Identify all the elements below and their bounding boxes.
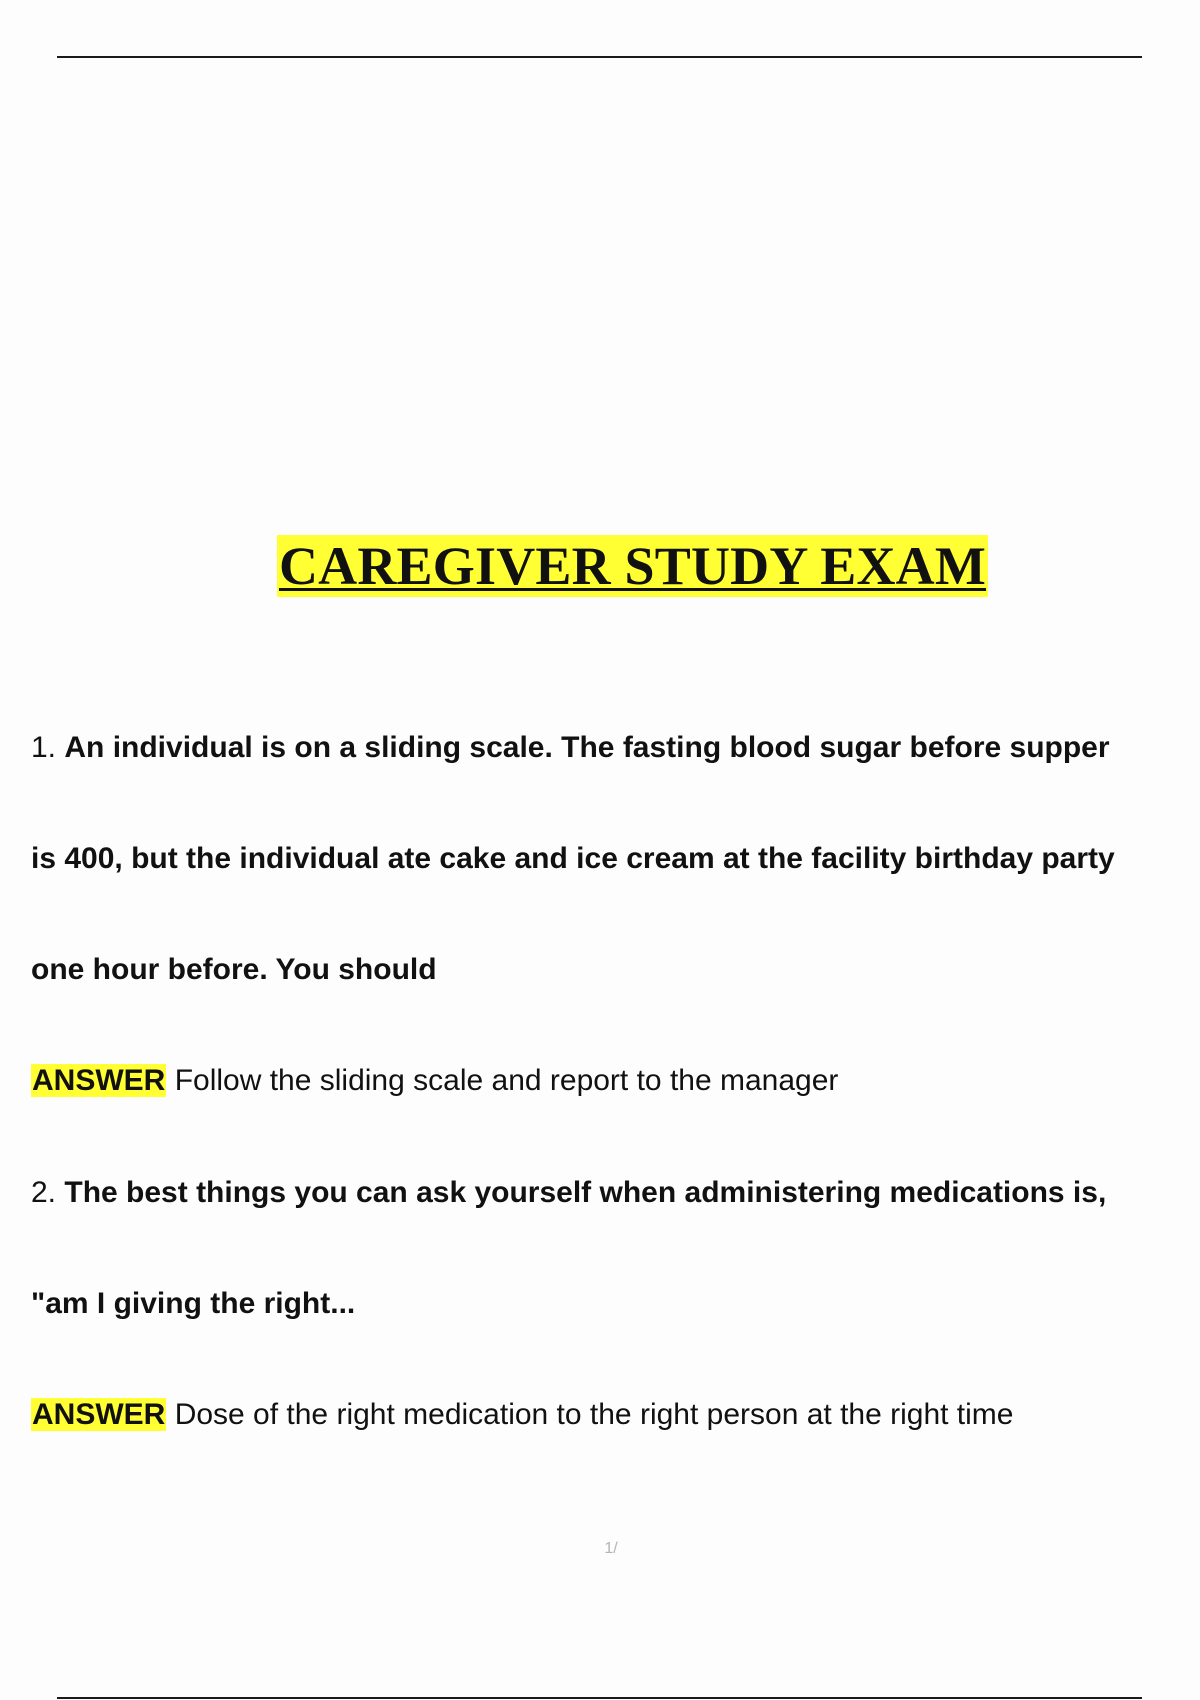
top-divider [57,56,1142,58]
question-1-line-3 [31,952,437,988]
answer-2-text: Dose of the right medication to the right person at the right time [174,1398,1014,1431]
question-1-number: 1. [31,731,57,764]
answer-1-label: ANSWER [32,1064,166,1097]
bottom-divider [57,1697,1142,1699]
question-2-text-line-1: The best things you can ask yourself when administering medications is, [64,1176,1107,1209]
question-2-line-1 [31,1175,1106,1211]
answer-1 [31,1063,838,1099]
question-1-text-line-1: An individual is on a sliding scale. The fasting blood sugar before supper [64,731,1110,764]
question-1-line-2 [31,841,1115,877]
answer-2-label: ANSWER [32,1398,166,1431]
document-title: CAREGIVER STUDY EXAM [278,536,987,596]
title-container [0,535,1200,597]
question-1-text-line-2: is 400, but the individual ate cake and ice cream at the facility birthday party [31,842,1115,875]
answer-2 [31,1397,1013,1433]
question-2-text-line-2: "am I giving the right... [31,1287,356,1320]
question-2-number: 2. [31,1176,57,1209]
answer-1-text: Follow the sliding scale and report to the manager [174,1064,839,1097]
question-1-line-1 [31,730,1110,766]
page-number: 1/ [604,1540,618,1557]
question-1-text-line-3: one hour before. You should [31,953,437,986]
question-2-line-2 [31,1286,355,1322]
